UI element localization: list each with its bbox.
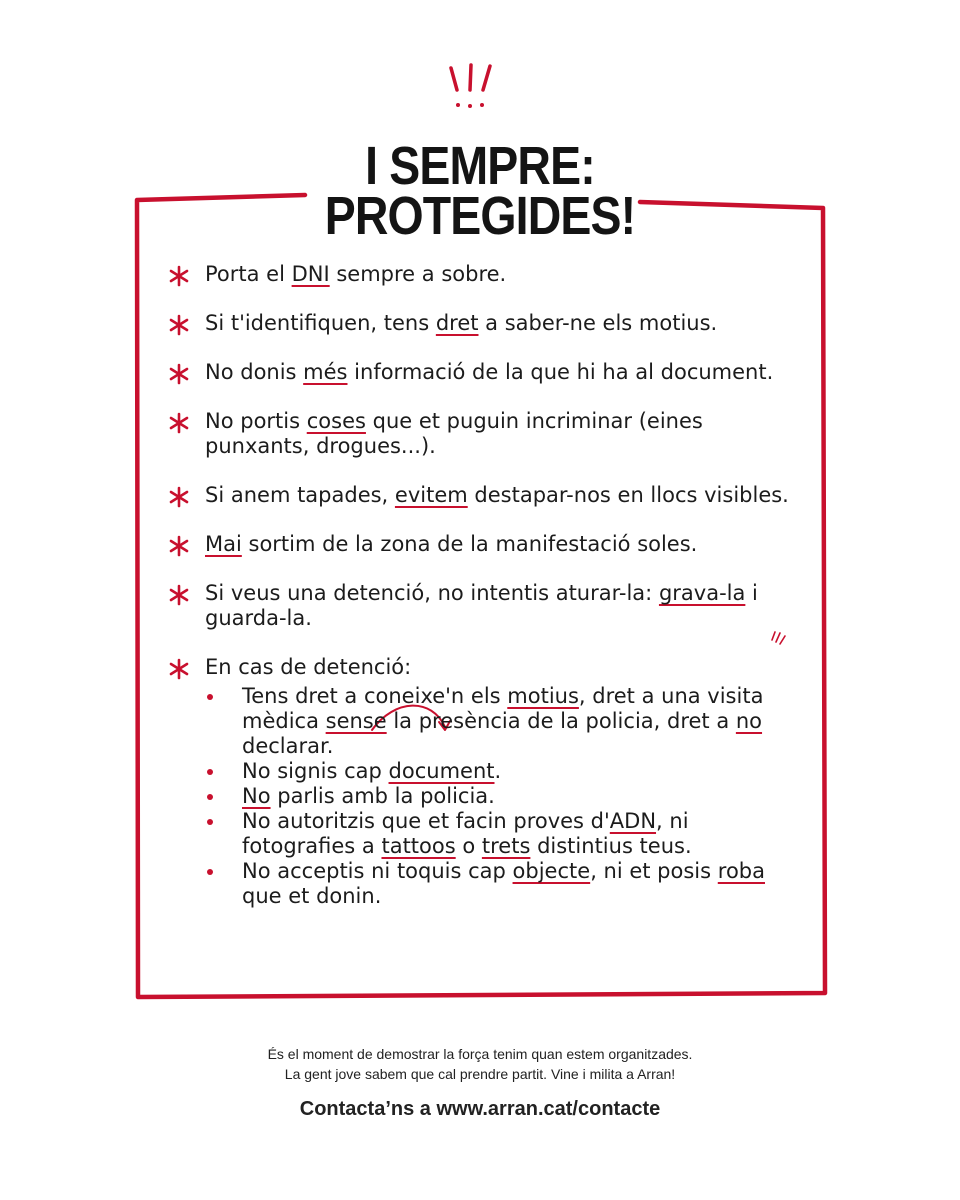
text-segment: No signis cap (242, 759, 389, 783)
asterisk-bullet-icon (168, 486, 190, 508)
asterisk-bullet-icon (168, 412, 190, 434)
text-segment: No donis (205, 360, 304, 384)
text-segment: , dret a una visita mèdica (242, 684, 764, 733)
text-segment: informació de la que hi ha al document. (347, 360, 774, 384)
list-item (168, 483, 808, 508)
underlined-word: trets (481, 834, 531, 858)
list-item-text (205, 655, 808, 680)
text-segment: declarar. (242, 734, 334, 758)
underlined-word: ADN (609, 809, 657, 833)
text-segment: que et puguin incriminar (eines punxants, drogues...). (205, 409, 703, 458)
underlined-word: motius (507, 684, 579, 708)
footer-contact: Contacta’ns a www.arran.cat/contacte (299, 1098, 661, 1120)
bullet-dot-icon (207, 819, 213, 825)
text-segment: sempre a sobre. (329, 262, 507, 286)
sub-list-item (205, 759, 808, 784)
footer-line-1: És el moment de demostrar la força tenim quan estem organitzades. (267, 1046, 693, 1062)
list-item (168, 360, 808, 385)
bullet-dot-icon (207, 869, 213, 875)
list-item-text (205, 360, 808, 385)
list-item-text (205, 581, 808, 631)
asterisk-bullet-icon (168, 535, 190, 557)
underlined-word: tattoos (381, 834, 456, 858)
text-segment: o (455, 834, 482, 858)
text-segment: Tens dret a coneixe'n els (242, 684, 508, 708)
text-segment: . (494, 759, 502, 783)
text-segment: , ni et posis (590, 859, 718, 883)
text-segment: la presència de la policia, dret a (386, 709, 736, 733)
text-segment: a saber-ne els motius. (478, 311, 718, 335)
asterisk-bullet-icon (168, 658, 190, 680)
text-segment: No autoritzis que et facin proves d' (242, 809, 610, 833)
list-item (168, 532, 808, 557)
sub-list-item (205, 684, 808, 759)
bullet-dot-icon (207, 694, 213, 700)
list-item (168, 409, 808, 459)
page-title-line-1: I SEMPRE: (365, 136, 595, 196)
text-segment: Porta el (205, 262, 292, 286)
bullet-dot-icon (207, 794, 213, 800)
exclamation-marks-icon (451, 65, 490, 108)
advice-list (168, 262, 808, 933)
underlined-word: document (388, 759, 495, 783)
text-segment: Si anem tapades, (205, 483, 395, 507)
asterisk-bullet-icon (168, 584, 190, 606)
underlined-word: grava-la (658, 581, 746, 605)
underlined-word: Mai (205, 532, 242, 556)
asterisk-bullet-icon (168, 363, 190, 385)
list-item-text (205, 483, 808, 508)
asterisk-bullet-icon (168, 314, 190, 336)
sub-list-item (205, 859, 808, 909)
text-segment: sortim de la zona de la manifestació soles. (241, 532, 698, 556)
list-item-text (205, 262, 808, 287)
sub-list (205, 684, 808, 909)
asterisk-bullet-icon (168, 265, 190, 287)
text-segment: parlis amb la policia. (270, 784, 495, 808)
text-segment: que et donin. (242, 884, 382, 908)
underlined-word: coses (306, 409, 366, 433)
underlined-word: roba (717, 859, 765, 883)
list-item (168, 311, 808, 336)
list-item-text (205, 409, 808, 459)
text-segment: distintius teus. (530, 834, 692, 858)
underlined-word: sense (325, 709, 387, 733)
footer-line-2: La gent jove sabem que cal prendre partit. Vine i milita a Arran! (284, 1066, 676, 1082)
text-segment: No acceptis ni toquis cap (242, 859, 513, 883)
underlined-word: DNI (291, 262, 330, 286)
text-segment: Si veus una detenció, no intentis aturar-la: (205, 581, 659, 605)
text-segment: destapar-nos en llocs visibles. (467, 483, 789, 507)
page-title-line-2: PROTEGIDES! (324, 186, 636, 246)
list-item-text (205, 311, 808, 336)
list-item (168, 581, 808, 631)
text-segment: , ni fotografies a (242, 809, 689, 858)
underlined-word: més (303, 360, 348, 384)
list-item (168, 262, 808, 287)
underlined-word: evitem (394, 483, 468, 507)
underlined-word: No (242, 784, 271, 808)
list-item (168, 655, 808, 909)
underlined-word: no (735, 709, 763, 733)
text-segment: No portis (205, 409, 307, 433)
sub-list-item (205, 784, 808, 809)
text-segment: En cas de detenció: (205, 655, 412, 679)
bullet-dot-icon (207, 769, 213, 775)
sub-list-item (205, 809, 808, 859)
underlined-word: dret (435, 311, 479, 335)
text-segment: Si t'identifiquen, tens (205, 311, 436, 335)
list-item-text (205, 532, 808, 557)
text-segment: i guarda-la. (205, 581, 758, 630)
underlined-word: objecte (512, 859, 591, 883)
